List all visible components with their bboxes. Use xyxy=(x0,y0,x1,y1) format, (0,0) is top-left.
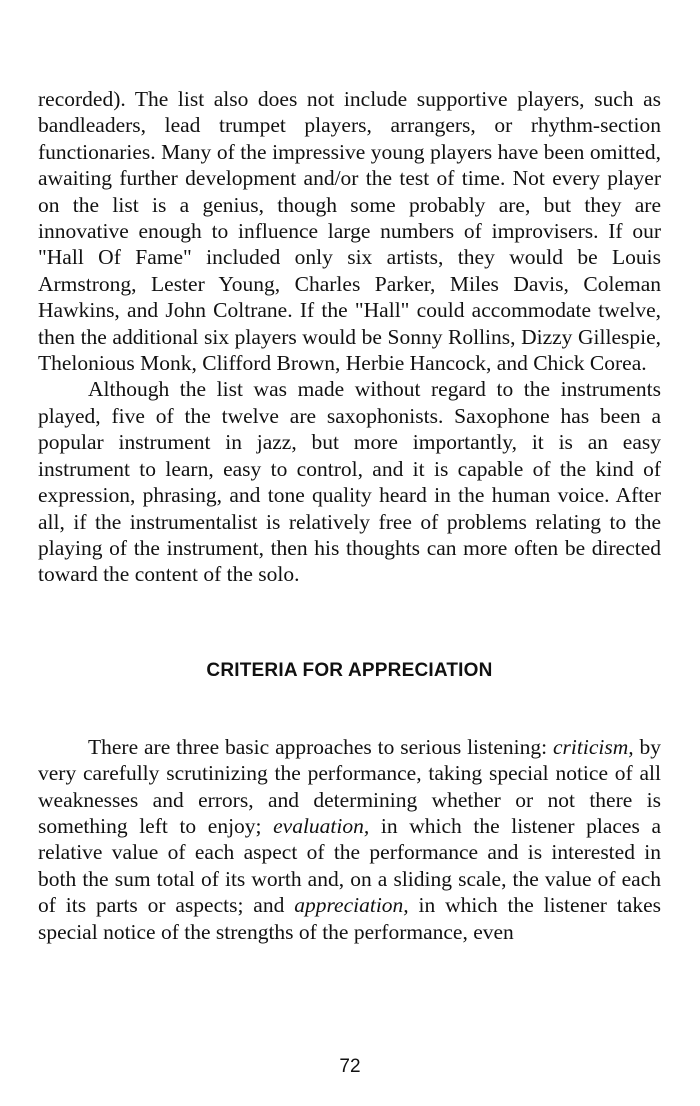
text-segment: in which the listener takes special notice of the strengths of the performance, even xyxy=(38,893,661,944)
paragraph-continuation: recorded). The list also does not include supportive players, such as bandleaders, lead trumpet players, arrangers, or rhythm-section functionaries. Many of the impressive young players have been omitted, awaiting further development and/or the test of time. Not every player on the list is a genius, though some probably are, but they are innovative enough to influence large numbers of improvisers. If our "Hall Of Fame" included only six artists, they would be Louis Armstrong, Lester Young, Charles Parker, Miles Davis, Coleman Hawkins, and John Coltrane. If the "Hall" could accommodate twelve, then the additional six players would be Sonny Rollins, Dizzy Gillespie, Thelonious Monk, Clifford Brown, Herbie Hancock, and Chick Corea. xyxy=(38,87,661,376)
term-appreciation: appreciation, xyxy=(294,893,409,918)
paragraph-listening-approaches xyxy=(38,734,661,945)
paragraph-saxophone: Although the list was made without regard to the instruments played, five of the twelve are saxophonists. Saxophone has been a popular instrument in jazz, but more importantly, it is an easy instrument to learn, easy to control, and it is capable of the kind of expression, phrasing, and tone quality heard in the human voice. After all, if the instrumentalist is relatively free of problems relating to the playing of the instrument, then his thoughts can more often be directed toward the content of the solo. xyxy=(38,377,661,587)
page-number: 72 xyxy=(339,1056,361,1077)
page-body xyxy=(38,86,661,945)
text-segment: in which the listener places a relative value of each aspect of the performance and is interested in both the sum total of its worth and, on a sliding scale, the value of each of its parts or aspects; and xyxy=(38,813,661,918)
text-segment: There are three basic approaches to serious listening: xyxy=(88,734,553,759)
term-evaluation: evaluation, xyxy=(273,813,370,838)
term-criticism: criticism, xyxy=(553,734,634,759)
text-segment: by very carefully scrutinizing the performance, taking special notice of all weaknesses and errors, and determining whether or not there is something left to enjoy; xyxy=(38,734,662,838)
section-heading: CRITERIA FOR APPRECIATION xyxy=(206,659,493,681)
